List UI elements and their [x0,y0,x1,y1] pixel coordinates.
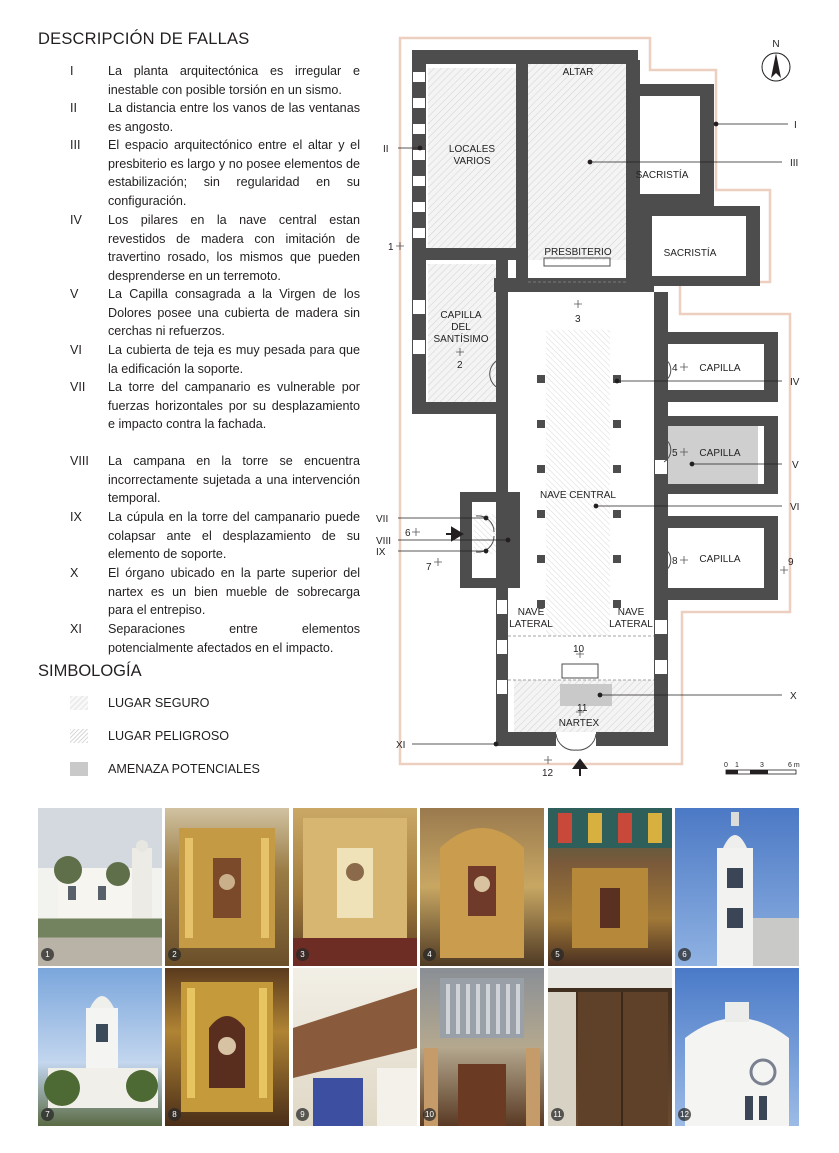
main-door-arcs [556,734,596,750]
photo-number: 4 [423,948,436,961]
room-sacristia-1: SACRISTÍA [635,170,689,181]
tower-exterior-image [38,968,162,1126]
viewpoint-9: 9 [788,557,794,568]
room-sacristia-2: SACRISTÍA [663,248,717,259]
callout-IX: IX [376,547,386,558]
room-capilla-1: CAPILLA [699,363,741,374]
callout-I: I [794,120,797,131]
viewpoint-3: 3 [575,314,581,325]
photo-10 [420,968,544,1126]
room-nave-central: NAVE CENTRAL [540,490,616,501]
room-capilla-santisimo-2: DEL [451,322,471,333]
room-capilla-santisimo-1: CAPILLA [440,310,482,321]
scale-6m: 6 m [788,762,800,769]
photo-6 [675,808,799,966]
fault-text: El órgano ubicado en la parte superior del nartex es un bien mueble de sobrecarga para el entrepiso. [108,566,360,618]
dolores-chapel-image [548,808,672,966]
callout-III: III [790,158,799,169]
room-altar: ALTAR [562,67,594,78]
viewpoint-4: 4 [672,363,678,374]
room-locales-line2: VARIOS [453,156,491,167]
fault-text: La torre del campanario es vulnerable por fuerzas horizontales por su desplazamiento e impacto contra la fachada. [108,380,360,432]
photo-11 [548,968,672,1126]
room-nave-lateral-left-1: NAVE [517,607,545,618]
fault-number: III [70,138,81,152]
church-facade-image [675,968,799,1126]
viewpoint-1: 1 [388,242,394,253]
fault-text: La cubierta de teja es muy pesada para que la edificación la soporte. [108,343,360,376]
viewpoint-2: 2 [457,360,463,371]
photo-number: 10 [423,1108,436,1121]
fault-number: I [70,64,74,78]
room-presbiterio: PRESBITERIO [544,247,612,258]
callout-X: X [790,691,797,702]
room-capilla-2: CAPILLA [699,448,741,459]
photo-2 [165,808,289,966]
fault-text: La Capilla consagrada a la Virgen de los Dolores posee una cubierta de madera sin cerchas ni refuerzos. [108,287,360,339]
photo-number: 3 [296,948,309,961]
viewpoint-5: 5 [672,448,678,459]
legend-label: LUGAR PELIGROSO [108,729,230,743]
nartex-door-image [548,968,672,1126]
altar-image [165,808,289,966]
photo-number: 8 [168,1108,181,1121]
callout-IV: IV [790,377,800,388]
room-nave-lateral-right-1: NAVE [617,607,645,618]
room-nartex: NARTEX [558,718,600,729]
viewpoint-7: 7 [426,562,432,573]
photo-9 [293,968,417,1126]
entry-arrow-main [574,760,586,776]
callout-XI: XI [396,740,406,751]
photo-number: 2 [168,948,181,961]
main-altar-image [293,808,417,966]
fault-number: X [70,566,79,580]
room-capilla-santisimo-3: SANTÍSIMO [433,334,489,345]
fault-number: V [70,287,79,301]
viewpoint-6: 6 [405,528,411,539]
photo-8 [165,968,289,1126]
fault-number: VII [70,380,86,394]
photo-1 [38,808,162,966]
room-locales-line1: LOCALES [448,144,496,155]
faults-heading: DESCRIPCIÓN DE FALLAS [38,30,250,48]
side-altar-image [165,968,289,1126]
zone-nave-central [546,330,610,636]
photo-number: 5 [551,948,564,961]
photo-7 [38,968,162,1126]
legend-label: AMENAZA POTENCIALES [108,762,260,776]
viewpoint-8: 8 [672,556,678,567]
fault-number: VI [70,343,82,357]
photo-number: 7 [41,1108,54,1121]
north-label: N [772,39,780,50]
scale-bar [726,770,796,774]
fault-text: El espacio arquitectónico entre el altar y el presbiterio es largo y no posee elementos de estabilización; sin regularidad en su configuración. [108,138,360,208]
fault-text: La planta arquitectónica es irregular e inestable con posible torsión en un sismo. [108,64,360,97]
roof-tiles-image [293,968,417,1126]
viewpoint-11: 11 [577,703,588,714]
fault-text: Los pilares en la nave central estan revestidos de madera con imitación de travertino rosado, los mismos que pueden desprenderse en un terremoto. [108,213,360,283]
fault-text: Separaciones entre elementos potencialmente afectados en el impacto. [108,622,360,655]
fault-number: II [70,101,77,115]
photo-3 [293,808,417,966]
photo-12 [675,968,799,1126]
photo-number: 6 [678,948,691,961]
viewpoint-10: 10 [573,644,585,655]
organ-image [420,968,544,1126]
fault-text: La campana en la torre se encuentra incorrectamente sujetada a una intervención temporal. [108,454,360,506]
room-nave-lateral-right-2: LATERAL [609,619,653,630]
north-arrow-icon [762,53,790,81]
callout-V: V [792,460,799,471]
bell-tower-image [675,808,799,966]
photo-number: 11 [551,1108,564,1121]
photo-number: 1 [41,948,54,961]
photo-5 [548,808,672,966]
fault-number: VIII [70,454,89,468]
photo-4 [420,808,544,966]
chapel-altar-image [420,808,544,966]
fault-text: La cúpula en la torre del campanario puede colapsar ante el desplazamiento de su elemento de soporte. [108,510,360,562]
legend-heading: SIMBOLOGÍA [38,662,142,680]
photo-number: 12 [678,1108,691,1121]
church-exterior-image [38,808,162,966]
scale-1: 1 [735,762,739,769]
callout-VIII: VIII [376,536,392,547]
fault-number: IV [70,213,82,227]
entry-arrow-tower [446,528,462,540]
fault-text: La distancia entre los vanos de las ventanas es angosto. [108,101,360,134]
callout-II: II [383,144,389,155]
legend-label: LUGAR SEGURO [108,696,210,710]
fault-number: XI [70,622,82,636]
room-nave-lateral-left-2: LATERAL [509,619,553,630]
callout-VI: VI [790,502,800,513]
zone-altar [528,60,628,260]
nartex-stair [562,664,598,678]
scale-0: 0 [724,762,728,769]
viewpoint-12: 12 [542,768,554,779]
scale-3: 3 [760,762,764,769]
fault-number: IX [70,510,82,524]
photo-number: 9 [296,1108,309,1121]
room-capilla-3: CAPILLA [699,554,741,565]
callout-VII: VII [376,514,389,525]
